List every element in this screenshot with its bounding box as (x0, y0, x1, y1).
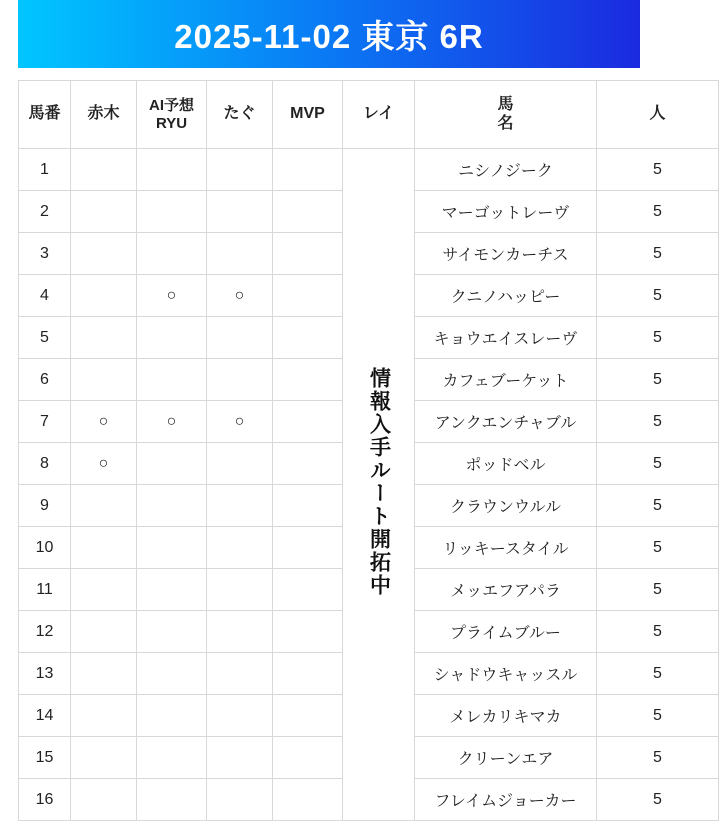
col-header-extra[interactable]: 人 (597, 81, 719, 149)
cell-ai-ryu: ○ (137, 401, 207, 443)
cell-umaban: 15 (19, 737, 71, 779)
cell-tagu (207, 695, 273, 737)
cell-mvp (273, 779, 343, 821)
cell-mvp (273, 443, 343, 485)
cell-horse-name[interactable]: アンクエンチャブル (415, 401, 597, 443)
cell-extra: 5 (597, 149, 719, 191)
cell-akagi (71, 191, 137, 233)
cell-extra: 5 (597, 443, 719, 485)
cell-akagi (71, 527, 137, 569)
cell-horse-name[interactable]: サイモンカーチス (415, 233, 597, 275)
cell-akagi (71, 317, 137, 359)
table-row[interactable] (19, 149, 719, 191)
cell-ai-ryu (137, 527, 207, 569)
cell-akagi (71, 485, 137, 527)
cell-extra: 5 (597, 695, 719, 737)
cell-ai-ryu (137, 779, 207, 821)
cell-extra: 5 (597, 233, 719, 275)
rei-merged-text: 情報入手ルート開拓中 (367, 367, 391, 597)
cell-umaban: 11 (19, 569, 71, 611)
cell-extra: 5 (597, 317, 719, 359)
cell-mvp (273, 317, 343, 359)
col-header-ai-ryu-line2: RYU (155, 114, 188, 132)
cell-horse-name[interactable]: シャドウキャッスル (415, 653, 597, 695)
cell-horse-name[interactable]: クニノハッピー (415, 275, 597, 317)
cell-umaban: 13 (19, 653, 71, 695)
cell-akagi (71, 359, 137, 401)
cell-akagi (71, 611, 137, 653)
cell-ai-ryu (137, 653, 207, 695)
cell-ai-ryu (137, 149, 207, 191)
cell-mvp (273, 401, 343, 443)
cell-extra: 5 (597, 737, 719, 779)
cell-umaban: 9 (19, 485, 71, 527)
col-header-tagu[interactable]: たぐ (207, 81, 273, 149)
cell-horse-name[interactable]: プライムブルー (415, 611, 597, 653)
cell-tagu (207, 191, 273, 233)
cell-tagu (207, 779, 273, 821)
cell-tagu (207, 527, 273, 569)
cell-ai-ryu (137, 317, 207, 359)
cell-ai-ryu (137, 611, 207, 653)
cell-horse-name[interactable]: マーゴットレーヴ (415, 191, 597, 233)
cell-ai-ryu (137, 359, 207, 401)
cell-mvp (273, 569, 343, 611)
race-header (18, 0, 640, 68)
cell-umaban: 10 (19, 527, 71, 569)
table-head (19, 81, 719, 149)
cell-horse-name[interactable]: カフェブーケット (415, 359, 597, 401)
cell-umaban: 1 (19, 149, 71, 191)
cell-tagu (207, 611, 273, 653)
cell-tagu (207, 443, 273, 485)
cell-extra: 5 (597, 611, 719, 653)
cell-ai-ryu (137, 233, 207, 275)
cell-akagi (71, 695, 137, 737)
cell-umaban: 2 (19, 191, 71, 233)
cell-horse-name[interactable]: クリーンエア (415, 737, 597, 779)
cell-horse-name[interactable]: メッエフアパラ (415, 569, 597, 611)
page-title: 2025-11-02 東京 6R (174, 17, 484, 55)
cell-tagu: ○ (207, 275, 273, 317)
cell-umaban: 7 (19, 401, 71, 443)
cell-tagu (207, 653, 273, 695)
col-header-ai-ryu[interactable] (137, 81, 207, 149)
cell-mvp (273, 485, 343, 527)
cell-ai-ryu (137, 443, 207, 485)
cell-mvp (273, 737, 343, 779)
prediction-table-scroll[interactable] (18, 80, 666, 812)
cell-horse-name[interactable]: メレカリキマカ (415, 695, 597, 737)
cell-extra: 5 (597, 569, 719, 611)
cell-akagi: ○ (71, 401, 137, 443)
cell-tagu (207, 359, 273, 401)
col-header-umaban[interactable]: 馬番 (19, 81, 71, 149)
cell-extra: 5 (597, 275, 719, 317)
cell-tagu (207, 233, 273, 275)
cell-tagu: ○ (207, 401, 273, 443)
cell-extra: 5 (597, 359, 719, 401)
cell-ai-ryu (137, 191, 207, 233)
cell-umaban: 3 (19, 233, 71, 275)
cell-umaban: 5 (19, 317, 71, 359)
cell-mvp (273, 233, 343, 275)
cell-ai-ryu (137, 737, 207, 779)
cell-akagi (71, 275, 137, 317)
cell-ai-ryu (137, 485, 207, 527)
cell-horse-name[interactable]: クラウンウルル (415, 485, 597, 527)
cell-horse-name[interactable]: キョウエイスレーヴ (415, 317, 597, 359)
cell-mvp (273, 695, 343, 737)
cell-horse-name[interactable]: フレイムジョーカー (415, 779, 597, 821)
cell-ai-ryu: ○ (137, 275, 207, 317)
cell-horse-name[interactable]: リッキースタイル (415, 527, 597, 569)
col-header-ai-ryu-line1: AI予想 (148, 97, 194, 115)
cell-akagi (71, 569, 137, 611)
cell-umaban: 8 (19, 443, 71, 485)
cell-tagu (207, 149, 273, 191)
col-header-rei[interactable]: レイ (343, 81, 415, 149)
cell-umaban: 6 (19, 359, 71, 401)
cell-mvp (273, 527, 343, 569)
cell-akagi: ○ (71, 443, 137, 485)
cell-rei-merged (343, 149, 415, 821)
cell-ai-ryu (137, 569, 207, 611)
cell-extra: 5 (597, 191, 719, 233)
cell-akagi (71, 233, 137, 275)
cell-tagu (207, 485, 273, 527)
prediction-table (18, 80, 719, 821)
cell-extra: 5 (597, 485, 719, 527)
cell-tagu (207, 317, 273, 359)
col-header-akagi[interactable]: 赤木 (71, 81, 137, 149)
table-body (19, 149, 719, 821)
cell-mvp (273, 191, 343, 233)
cell-horse-name[interactable]: ニシノジーク (415, 149, 597, 191)
cell-mvp (273, 149, 343, 191)
col-header-mvp[interactable]: MVP (273, 81, 343, 149)
cell-tagu (207, 569, 273, 611)
cell-mvp (273, 611, 343, 653)
cell-ai-ryu (137, 695, 207, 737)
cell-umaban: 4 (19, 275, 71, 317)
cell-akagi (71, 779, 137, 821)
col-header-bamei-line1: 馬 (497, 96, 514, 114)
cell-akagi (71, 653, 137, 695)
cell-umaban: 14 (19, 695, 71, 737)
cell-umaban: 16 (19, 779, 71, 821)
col-header-bamei[interactable] (415, 81, 597, 149)
cell-mvp (273, 653, 343, 695)
cell-tagu (207, 737, 273, 779)
cell-umaban: 12 (19, 611, 71, 653)
col-header-bamei-line2: 名 (497, 114, 514, 132)
cell-akagi (71, 737, 137, 779)
cell-extra: 5 (597, 401, 719, 443)
cell-extra: 5 (597, 779, 719, 821)
table-header-row (19, 81, 719, 149)
cell-akagi (71, 149, 137, 191)
cell-extra: 5 (597, 653, 719, 695)
cell-extra: 5 (597, 527, 719, 569)
cell-horse-name[interactable]: ポッドベル (415, 443, 597, 485)
cell-mvp (273, 275, 343, 317)
cell-mvp (273, 359, 343, 401)
